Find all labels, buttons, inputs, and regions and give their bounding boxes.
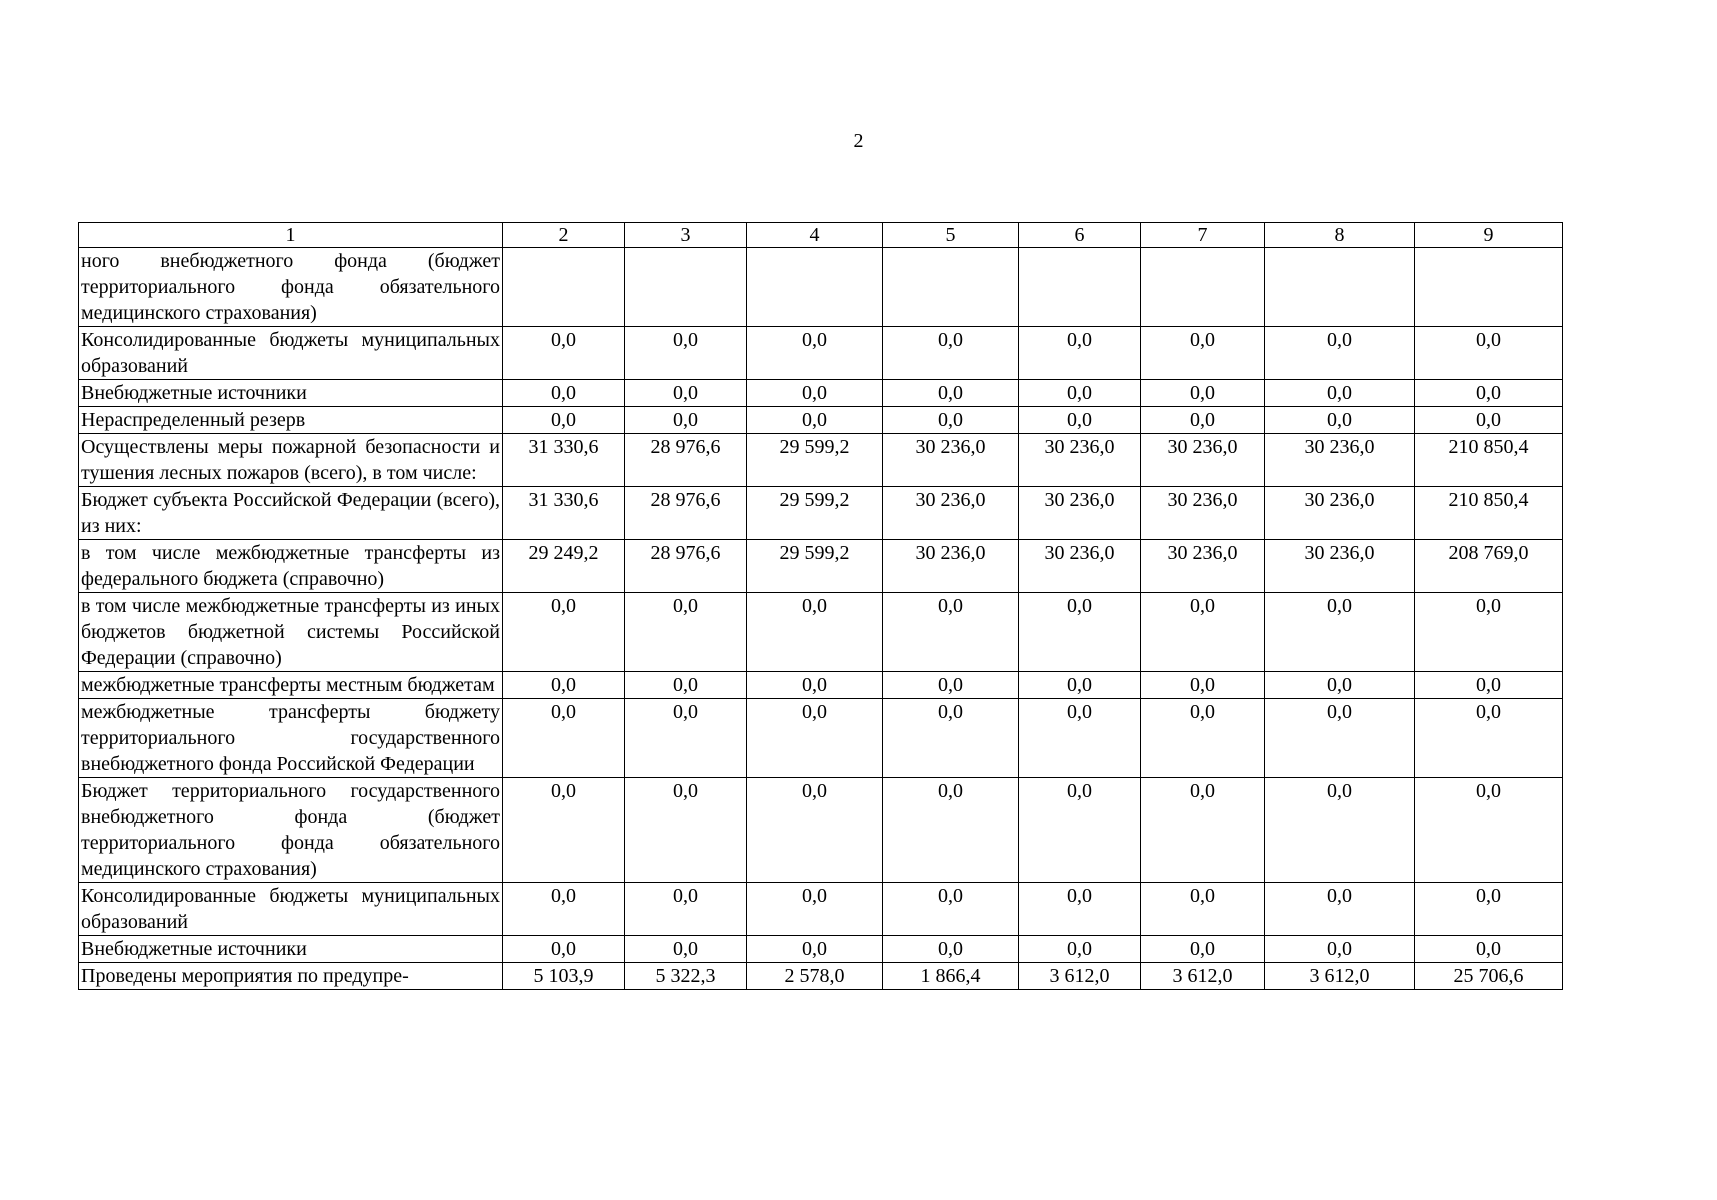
value-cell: 0,0 <box>625 699 747 778</box>
value-cell: 0,0 <box>1019 883 1141 936</box>
value-cell: 0,0 <box>1415 778 1563 883</box>
value-cell <box>747 248 883 327</box>
table-row <box>79 883 1563 936</box>
value-cell: 0,0 <box>625 380 747 407</box>
value-cell: 0,0 <box>625 778 747 883</box>
value-cell: 0,0 <box>1141 699 1265 778</box>
value-cell: 0,0 <box>1019 380 1141 407</box>
table-row <box>79 248 1563 327</box>
value-cell: 25 706,6 <box>1415 963 1563 990</box>
column-header: 6 <box>1019 223 1141 248</box>
value-cell: 30 236,0 <box>1141 487 1265 540</box>
value-cell: 0,0 <box>1415 407 1563 434</box>
row-label: Внебюджетные источники <box>79 380 503 407</box>
value-cell: 0,0 <box>1265 672 1415 699</box>
value-cell: 0,0 <box>503 883 625 936</box>
column-header: 4 <box>747 223 883 248</box>
row-label: Внебюджетные источники <box>79 936 503 963</box>
table-row <box>79 540 1563 593</box>
value-cell: 28 976,6 <box>625 434 747 487</box>
value-cell: 0,0 <box>883 699 1019 778</box>
table-row <box>79 936 1563 963</box>
value-cell: 0,0 <box>1415 699 1563 778</box>
column-header: 1 <box>79 223 503 248</box>
value-cell: 0,0 <box>1141 593 1265 672</box>
value-cell <box>625 248 747 327</box>
column-header: 8 <box>1265 223 1415 248</box>
value-cell: 0,0 <box>1415 883 1563 936</box>
value-cell: 0,0 <box>503 407 625 434</box>
row-label: Проведены мероприятия по предупре- <box>79 963 503 990</box>
value-cell: 0,0 <box>1415 380 1563 407</box>
value-cell <box>1265 248 1415 327</box>
column-number-header-row <box>79 223 1563 248</box>
value-cell: 29 249,2 <box>503 540 625 593</box>
value-cell: 0,0 <box>1265 327 1415 380</box>
value-cell: 208 769,0 <box>1415 540 1563 593</box>
table-body <box>79 248 1563 990</box>
value-cell <box>1415 248 1563 327</box>
value-cell: 0,0 <box>883 327 1019 380</box>
value-cell: 0,0 <box>883 883 1019 936</box>
value-cell: 31 330,6 <box>503 434 625 487</box>
value-cell: 0,0 <box>625 672 747 699</box>
value-cell: 0,0 <box>883 407 1019 434</box>
value-cell: 3 612,0 <box>1019 963 1141 990</box>
value-cell: 0,0 <box>625 407 747 434</box>
budget-table-container <box>78 222 1562 990</box>
value-cell: 0,0 <box>1141 380 1265 407</box>
value-cell: 0,0 <box>503 380 625 407</box>
value-cell: 0,0 <box>1265 380 1415 407</box>
value-cell: 0,0 <box>1415 327 1563 380</box>
value-cell: 30 236,0 <box>1265 487 1415 540</box>
value-cell <box>503 248 625 327</box>
row-label: Консолидированные бюджеты муниципальных образований <box>79 883 503 936</box>
value-cell: 30 236,0 <box>1141 434 1265 487</box>
value-cell <box>1019 248 1141 327</box>
value-cell: 0,0 <box>503 778 625 883</box>
column-header: 2 <box>503 223 625 248</box>
value-cell: 0,0 <box>625 883 747 936</box>
value-cell: 30 236,0 <box>1019 487 1141 540</box>
value-cell: 0,0 <box>1265 883 1415 936</box>
value-cell: 0,0 <box>1141 672 1265 699</box>
row-label: межбюджетные трансферты бюджету территориального государственного внебюджетного фонда Российской Федерации <box>79 699 503 778</box>
value-cell: 0,0 <box>625 327 747 380</box>
budget-table <box>78 222 1563 990</box>
value-cell: 0,0 <box>1265 593 1415 672</box>
value-cell: 0,0 <box>747 883 883 936</box>
column-header: 3 <box>625 223 747 248</box>
value-cell: 0,0 <box>747 672 883 699</box>
value-cell: 0,0 <box>1415 672 1563 699</box>
row-label: межбюджетные трансферты местным бюджетам <box>79 672 503 699</box>
value-cell: 0,0 <box>747 778 883 883</box>
table-row <box>79 593 1563 672</box>
row-label: в том числе межбюджетные трансферты из иных бюджетов бюджетной системы Российской Федерации (справочно) <box>79 593 503 672</box>
value-cell: 0,0 <box>1019 672 1141 699</box>
value-cell: 0,0 <box>1019 593 1141 672</box>
value-cell: 0,0 <box>1265 936 1415 963</box>
value-cell: 210 850,4 <box>1415 487 1563 540</box>
value-cell: 0,0 <box>883 778 1019 883</box>
table-row <box>79 434 1563 487</box>
value-cell: 0,0 <box>1265 778 1415 883</box>
value-cell: 29 599,2 <box>747 434 883 487</box>
value-cell: 0,0 <box>1019 699 1141 778</box>
value-cell: 0,0 <box>747 380 883 407</box>
table-row <box>79 487 1563 540</box>
row-label: Осуществлены меры пожарной безопасности и тушения лесных пожаров (всего), в том числе: <box>79 434 503 487</box>
value-cell: 0,0 <box>1019 778 1141 883</box>
value-cell: 0,0 <box>883 380 1019 407</box>
value-cell: 1 866,4 <box>883 963 1019 990</box>
value-cell: 0,0 <box>747 936 883 963</box>
table-row <box>79 380 1563 407</box>
column-header: 5 <box>883 223 1019 248</box>
table-row <box>79 327 1563 380</box>
value-cell: 29 599,2 <box>747 540 883 593</box>
value-cell: 0,0 <box>503 593 625 672</box>
value-cell: 0,0 <box>883 936 1019 963</box>
value-cell: 0,0 <box>625 593 747 672</box>
value-cell: 30 236,0 <box>1019 540 1141 593</box>
value-cell: 30 236,0 <box>1019 434 1141 487</box>
value-cell: 0,0 <box>625 936 747 963</box>
column-header: 9 <box>1415 223 1563 248</box>
row-label: ного внебюджетного фонда (бюджет территориального фонда обязательного медицинского страхования) <box>79 248 503 327</box>
table-row <box>79 672 1563 699</box>
value-cell: 0,0 <box>1141 883 1265 936</box>
row-label: в том числе межбюджетные трансферты из федерального бюджета (справочно) <box>79 540 503 593</box>
value-cell: 28 976,6 <box>625 487 747 540</box>
value-cell: 0,0 <box>883 593 1019 672</box>
value-cell: 0,0 <box>1141 327 1265 380</box>
value-cell <box>1141 248 1265 327</box>
value-cell: 0,0 <box>747 699 883 778</box>
value-cell: 0,0 <box>503 672 625 699</box>
value-cell: 28 976,6 <box>625 540 747 593</box>
value-cell: 0,0 <box>1415 593 1563 672</box>
value-cell: 0,0 <box>1141 407 1265 434</box>
row-label: Нераспределенный резерв <box>79 407 503 434</box>
value-cell: 2 578,0 <box>747 963 883 990</box>
value-cell: 3 612,0 <box>1141 963 1265 990</box>
page-number: 2 <box>853 130 864 152</box>
value-cell: 0,0 <box>1141 936 1265 963</box>
value-cell: 0,0 <box>503 699 625 778</box>
table-row <box>79 699 1563 778</box>
value-cell: 0,0 <box>1265 699 1415 778</box>
value-cell: 31 330,6 <box>503 487 625 540</box>
row-label: Бюджет территориального государственного внебюджетного фонда (бюджет территориального фонда обязательного медицинского страхования) <box>79 778 503 883</box>
value-cell: 30 236,0 <box>883 487 1019 540</box>
value-cell: 30 236,0 <box>1265 540 1415 593</box>
value-cell: 29 599,2 <box>747 487 883 540</box>
value-cell: 0,0 <box>1415 936 1563 963</box>
value-cell: 0,0 <box>1265 407 1415 434</box>
value-cell: 0,0 <box>1141 778 1265 883</box>
row-label: Консолидированные бюджеты муниципальных образований <box>79 327 503 380</box>
value-cell: 210 850,4 <box>1415 434 1563 487</box>
value-cell: 0,0 <box>747 407 883 434</box>
table-row <box>79 963 1563 990</box>
value-cell: 3 612,0 <box>1265 963 1415 990</box>
value-cell: 0,0 <box>1019 327 1141 380</box>
row-label: Бюджет субъекта Российской Федерации (всего), из них: <box>79 487 503 540</box>
value-cell: 30 236,0 <box>1141 540 1265 593</box>
value-cell: 5 322,3 <box>625 963 747 990</box>
value-cell: 30 236,0 <box>883 434 1019 487</box>
value-cell: 0,0 <box>503 327 625 380</box>
value-cell: 0,0 <box>1019 936 1141 963</box>
table-row <box>79 407 1563 434</box>
value-cell: 30 236,0 <box>1265 434 1415 487</box>
value-cell: 5 103,9 <box>503 963 625 990</box>
value-cell: 0,0 <box>883 672 1019 699</box>
value-cell: 0,0 <box>1019 407 1141 434</box>
value-cell <box>883 248 1019 327</box>
value-cell: 30 236,0 <box>883 540 1019 593</box>
value-cell: 0,0 <box>747 593 883 672</box>
table-row <box>79 778 1563 883</box>
column-header: 7 <box>1141 223 1265 248</box>
value-cell: 0,0 <box>747 327 883 380</box>
value-cell: 0,0 <box>503 936 625 963</box>
